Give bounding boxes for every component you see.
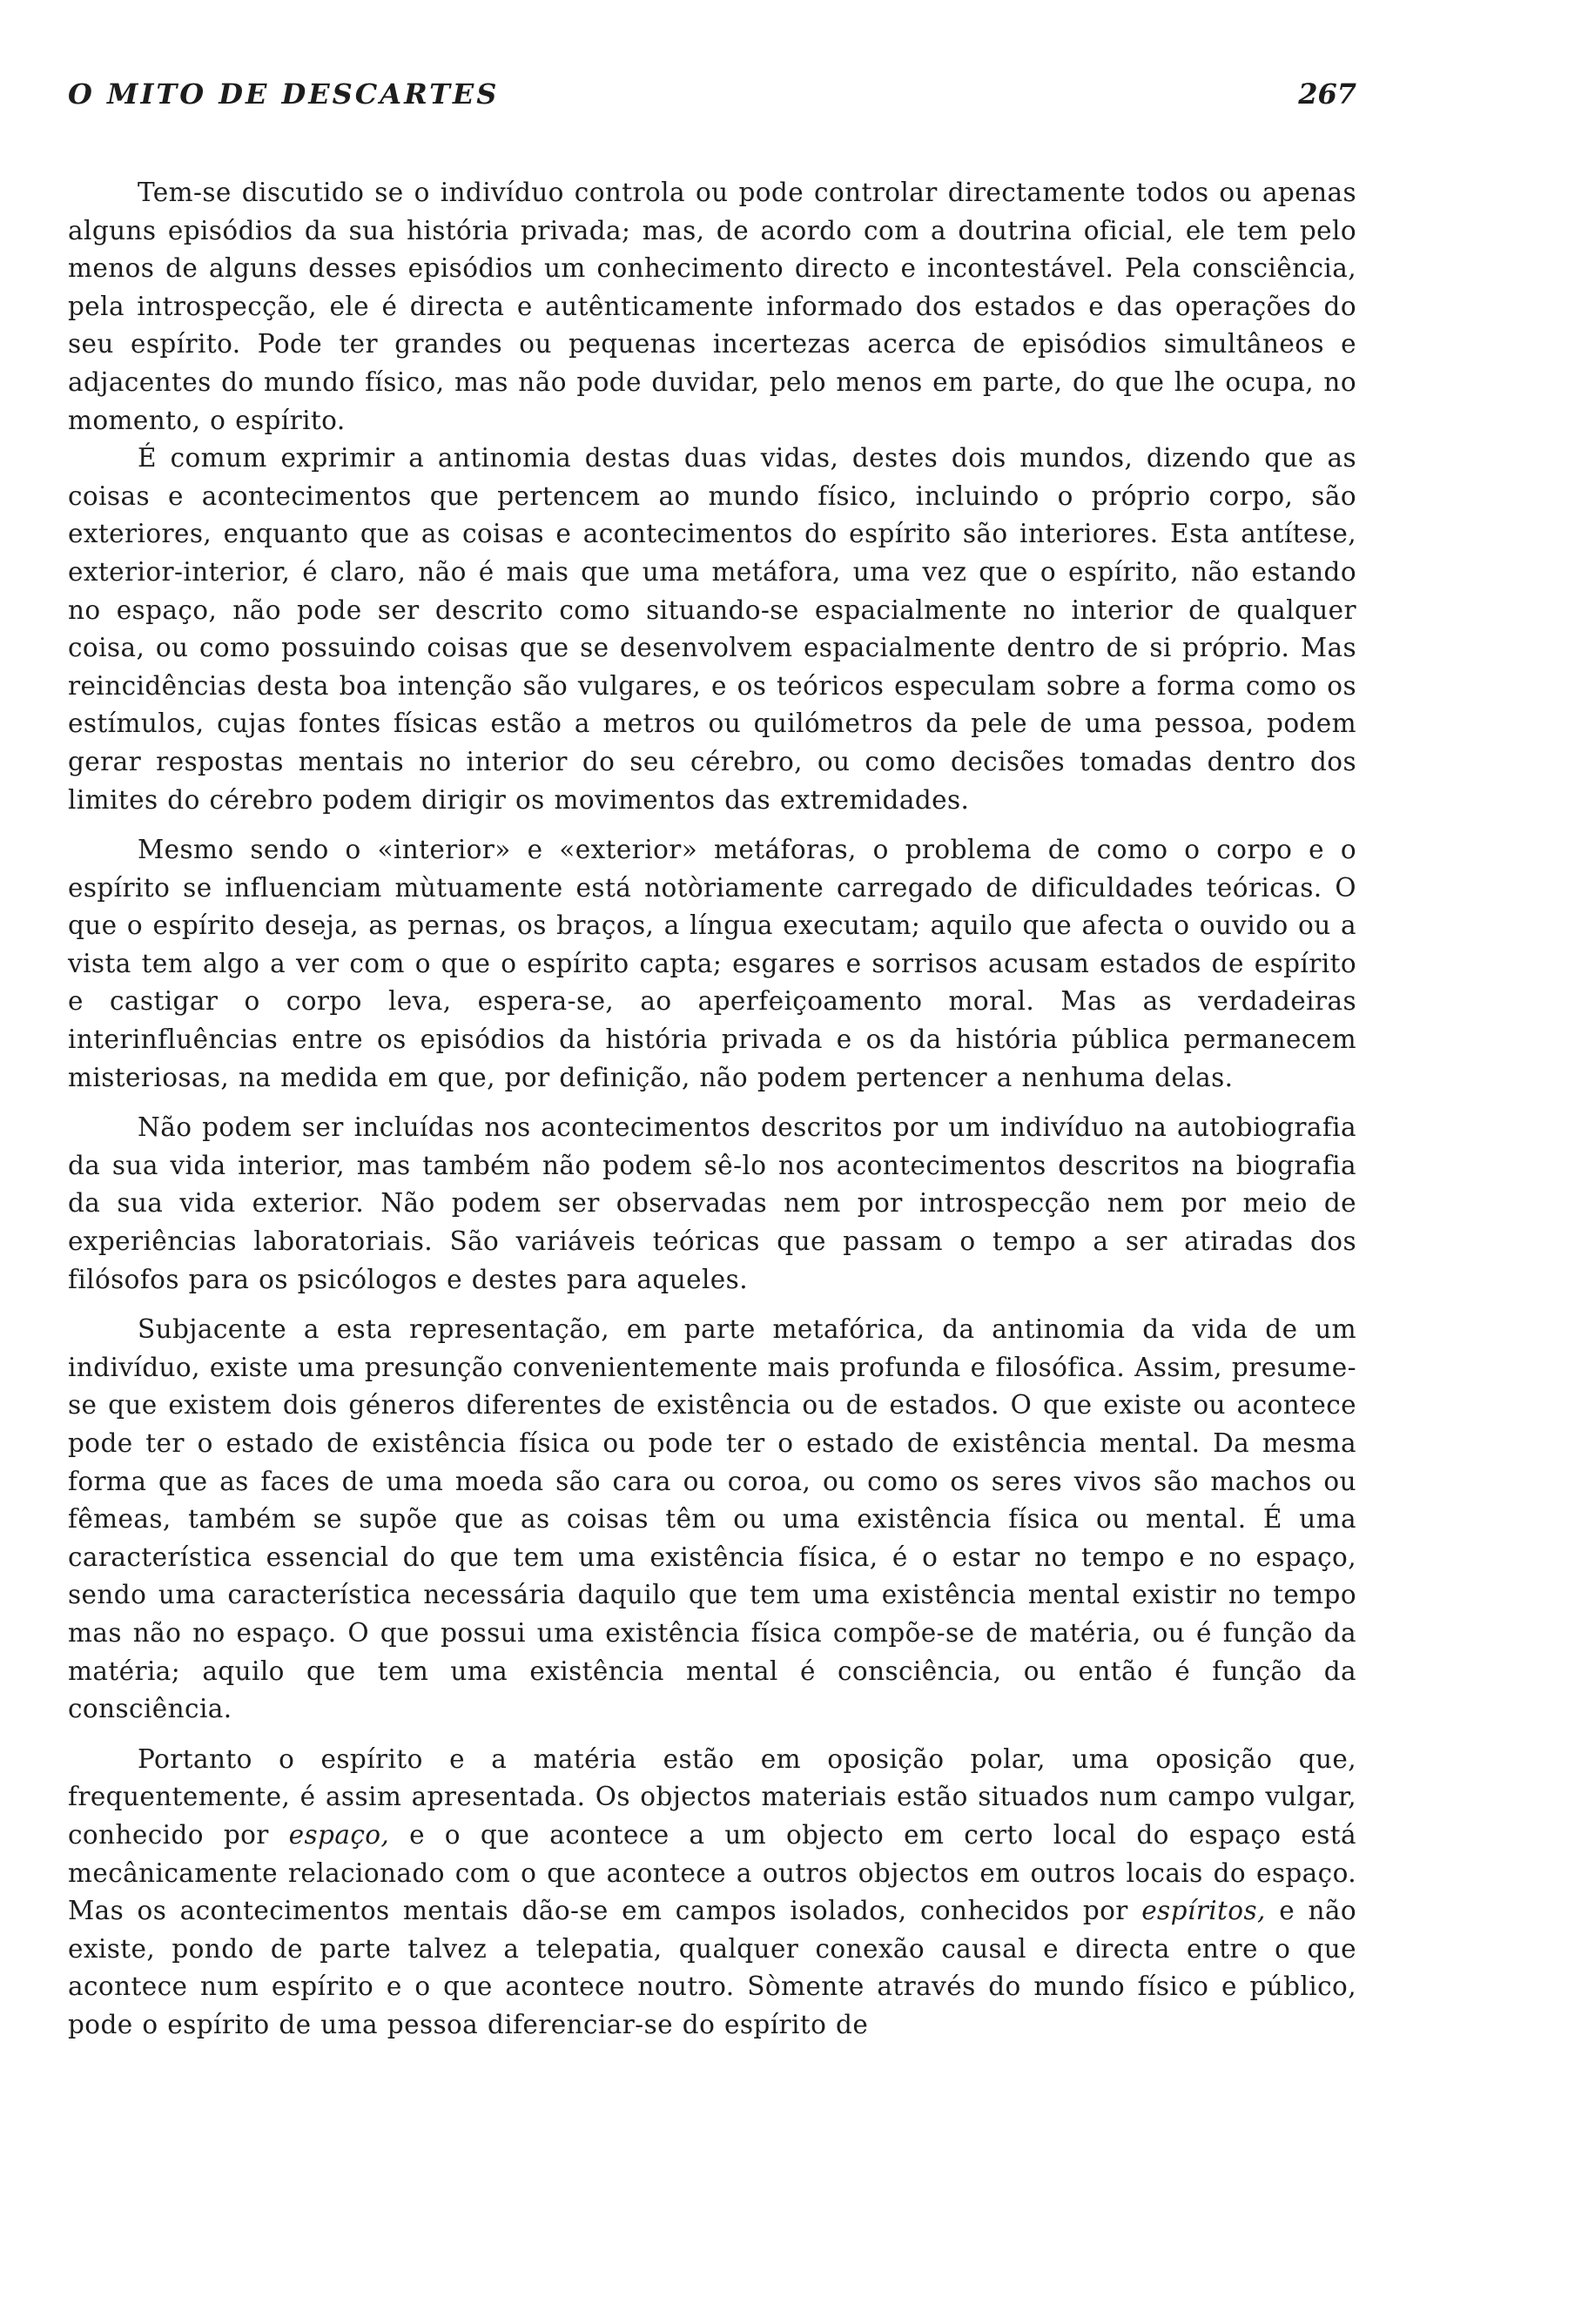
italic-term-espaco: espaço,: [288, 1819, 390, 1850]
paragraph-4: Não podem ser incluídas nos acontecimentos descritos por um indivíduo na autobiografia da sua vida interior, mas também não podem sê-lo nos acontecimentos descritos na biografia da sua vida exterior. Não podem ser observadas nem por introspecção nem por meio de experiências laboratoriais. São variáveis teóricas que passam o tempo a ser atiradas dos filósofos para os psicólogos e destes para aqueles.: [68, 1112, 1356, 1294]
body-text: [68, 174, 1356, 2057]
paragraph-5: Subjacente a esta representação, em parte metafórica, da antinomia da vida de um indivíduo, existe uma presunção convenientemente mais profunda e filosófica. Assim, presume-se que existem dois géneros diferentes de existência ou de estados. O que existe ou acontece pode ter o estado de existência física ou pode ter o estado de existência mental. Da mesma forma que as faces de uma moeda são cara ou coroa, ou como os seres vivos são machos ou fêmeas, também se supõe que as coisas têm ou uma existência física ou mental. É uma característica essencial do que tem uma existência física, é o estar no tempo e no espaço, sendo uma característica necessária daquilo que tem uma existência mental existir no tempo mas não no espaço. O que possui uma existência física compõe-se de matéria, ou é função da matéria; aquilo que tem uma existência mental é consciência, ou então é função da consciência.: [68, 1314, 1356, 1724]
running-head: [68, 77, 1356, 129]
running-title: O MITO DE DESCARTES: [68, 77, 500, 111]
italic-term-espiritos: espíritos,: [1141, 1896, 1266, 1926]
paragraph-1: Tem-se discutido se o indivíduo controla ou pode controlar directamente todos ou apenas alguns episódios da sua história privada; mas, de acordo com a doutrina oficial, ele tem pelo menos de alguns desses episódios um conhecimento directo e incontestável. Pela consciência, pela introspecção, ele é directa e autênticamente informado dos estados e das operações do seu espírito. Pode ter grandes ou pequenas incertezas acerca de episódios simultâneos e adjacentes do mundo físico, mas não pode duvidar, pelo menos em parte, do que lhe ocupa, no momento, o espírito.: [68, 178, 1356, 435]
page-number: 267: [1298, 77, 1356, 111]
paragraph-6-part-a: Portanto o espírito e a matéria estão em oposição polar, uma oposição que, frequentemente, é assim apresentada. Os objectos materiais estão situados num campo vulgar, conhecido por: [68, 1743, 1356, 1850]
paragraph-3: Mesmo sendo o «interior» e «exterior» metáforas, o problema de como o corpo e o espírito se influenciam mùtuamente está notòriamente carregado de dificuldades teóricas. O que o espírito deseja, as pernas, os braços, a língua executam; aquilo que afecta o ouvido ou a vista tem algo a ver com o que o espírito capta; esgares e sorrisos acusam estados de espírito e castigar o corpo leva, espera-se, ao aperfeiçoamento moral. Mas as verdadeiras interinfluências entre os episódios da história privada e os da história pública permanecem misteriosas, na medida em que, por definição, não podem pertencer a nenhuma delas.: [68, 835, 1356, 1092]
paragraph-6-part-b: e o que acontece a um objecto em certo local do espaço está mecânicamente relacionado com o que acontece a outros objectos em outros locais do espaço. Mas os acontecimentos mentais dão-se em campos isolados, conhecidos por: [68, 1819, 1356, 1926]
paragraph-6-part-c: e não existe, pondo de parte talvez a telepatia, qualquer conexão causal e directa entre o que acontece num espírito e o que acontece noutro. Sòmente através do mundo físico e público, pode o espírito de uma pessoa diferenciar-se do espírito de: [68, 1896, 1356, 2039]
paragraph-2: É comum exprimir a antinomia destas duas vidas, destes dois mundos, dizendo que as coisas e acontecimentos que pertencem ao mundo físico, incluindo o próprio corpo, são exteriores, enquanto que as coisas e acontecimentos do espírito são interiores. Esta antítese, exterior-interior, é claro, não é mais que uma metáfora, uma vez que o espírito, não estando no espaço, não pode ser descrito como situando-se espacialmente no interior de qualquer coisa, ou como possuindo coisas que se desenvolvem espacialmente dentro de si próprio. Mas reincidências desta boa intenção são vulgares, e os teóricos especulam sobre a forma como os estímulos, cujas fontes físicas estão a metros ou quilómetros da pele de uma pessoa, podem gerar respostas mentais no interior do seu cérebro, ou como decisões tomadas dentro dos limites do cérebro podem dirigir os movimentos das extremidades.: [68, 443, 1356, 815]
paragraph-6: [68, 1741, 1356, 2045]
